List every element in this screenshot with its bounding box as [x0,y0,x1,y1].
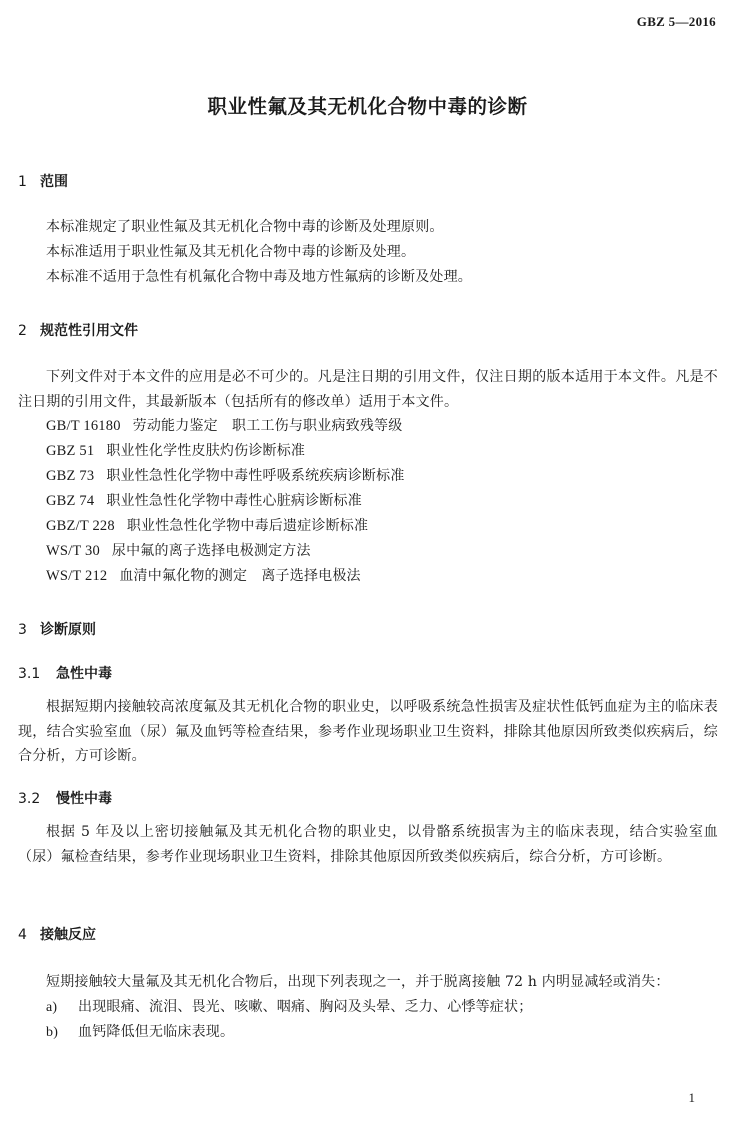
standard-code: GBZ 5—2016 [636,14,716,29]
reference-item [46,564,361,589]
list-item-text: 出现眼痛、流泪、畏光、咳嗽、咽痛、胸闷及头晕、乏力、心悸等症状； [78,999,533,1015]
section-title: 急性中毒 [56,666,112,682]
section-3-1-heading [18,663,112,683]
section-2-heading [18,320,138,340]
reference-item [46,439,305,464]
reference-item [46,464,405,489]
section-number: 4 [18,927,27,943]
section-title: 范围 [40,174,68,190]
paragraph-line: 本标准规定了职业性氟及其无机化合物中毒的诊断及处理原则。 [46,219,444,235]
reference-title: 职业性急性化学物中毒性呼吸系统疾病诊断标准 [106,468,405,484]
reference-item [46,514,368,539]
reference-code: WS/T 212 [46,568,108,584]
section-title: 规范性引用文件 [40,323,138,339]
reference-title: 血清中氟化物的测定 离子选择电极法 [119,568,361,584]
reference-title: 职业性化学性皮肤灼伤诊断标准 [106,443,306,459]
reference-code: GBZ 73 [46,468,95,484]
list-item-text: 血钙降低但无临床表现。 [78,1024,235,1040]
reference-item [46,414,402,439]
list-item [46,1020,234,1046]
section-number: 3.2 [18,791,41,807]
reference-code: GB/T 16180 [46,418,121,434]
list-marker: b) [46,1025,59,1040]
reference-title: 劳动能力鉴定 职工工伤与职业病致残等级 [132,418,403,434]
reference-title: 职业性急性化学物中毒后遗症诊断标准 [126,518,369,534]
section-number: 3.1 [18,666,41,682]
exposure-reaction-intro: 短期接触较大量氟及其无机化合物后，出现下列表现之一，并于脱离接触 72 h 内明显减轻或消失： [46,974,670,990]
reference-code: GBZ 74 [46,493,95,509]
paragraph-line: 本标准适用于职业性氟及其无机化合物中毒的诊断及处理。 [46,244,416,260]
paragraph-line: 本标准不适用于急性有机氟化合物中毒及地方性氟病的诊断及处理。 [46,269,472,285]
document-title: 职业性氟及其无机化合物中毒的诊断 [207,95,528,118]
list-item [46,995,532,1021]
reference-item [46,489,362,514]
reference-code: GBZ 51 [46,443,95,459]
chronic-poisoning-paragraph: 根据 5 年及以上密切接触氟及其无机化合物的职业史，以骨骼系统损害为主的临床表现，结合实验室血（尿）氟检查结果，参考作业现场职业卫生资料，排除其他原因所致类似疾病后，综合分析，方可诊断。 [18,824,718,865]
section-number: 1 [18,174,27,190]
reference-code: GBZ/T 228 [46,518,115,534]
reference-title: 职业性急性化学物中毒性心脏病诊断标准 [106,493,362,509]
references-intro: 下列文件对于本文件的应用是必不可少的。凡是注日期的引用文件，仅注日期的版本适用于本文件。凡是不注日期的引用文件，其最新版本（包括所有的修改单）适用于本文件。 [18,369,718,410]
acute-poisoning-paragraph: 根据短期内接触较高浓度氟及其无机化合物的职业史，以呼吸系统急性损害及症状性低钙血症为主的临床表现，结合实验室血（尿）氟及血钙等检查结果，参考作业现场职业卫生资料，排除其他原因所致类似疾病后，综合分析，方可诊断。 [18,699,718,764]
section-title: 诊断原则 [40,622,96,638]
page-number: 1 [688,1090,695,1105]
section-title: 接触反应 [40,927,96,943]
section-3-2-heading [18,788,112,808]
section-4-heading [18,924,96,944]
list-marker: a) [46,1000,58,1015]
section-number: 3 [18,622,27,638]
reference-title: 尿中氟的离子选择电极测定方法 [111,543,311,559]
section-number: 2 [18,323,27,339]
section-1-heading [18,171,68,191]
section-title: 慢性中毒 [56,791,112,807]
reference-code: WS/T 30 [46,543,100,559]
section-3-heading [18,619,96,639]
reference-item [46,539,311,564]
